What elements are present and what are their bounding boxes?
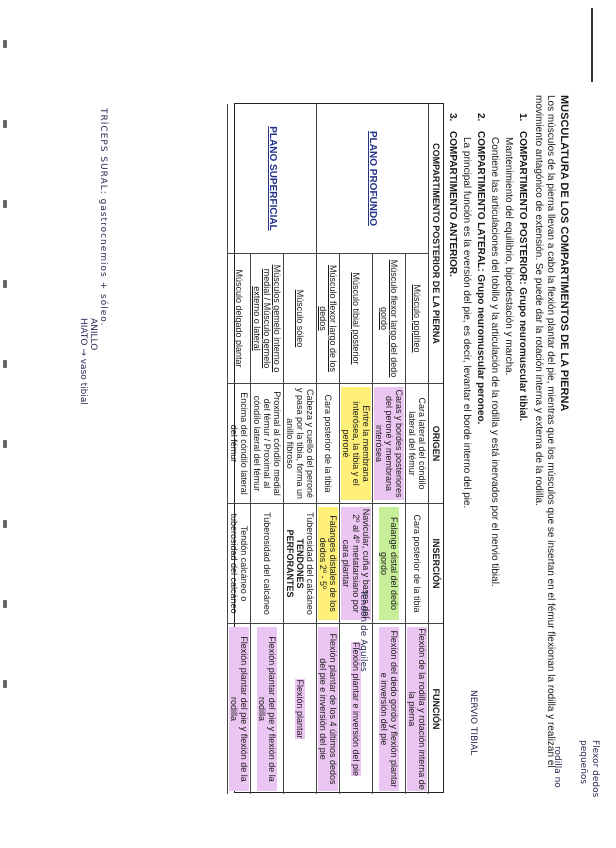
- section-1-line-2: Contiene las articulaciones del tobillo y la articulación de la rodilla y está inervados por el nervio tibial.: [489, 137, 500, 587]
- note-tendon-aquiles: Tendón de Aquiles: [358, 590, 368, 672]
- note-hiato: HIATO → vaso tibial: [78, 318, 88, 405]
- binder-hole-marks: [2, 40, 10, 700]
- table-row-function: Flexión de la rodilla y rotación interna de la pierna: [405, 624, 428, 794]
- table-row-function: Flexión plantar del pie y flexión de la rodilla: [227, 624, 250, 794]
- table-row-origin: Caras y bordes posteriores del peroné y membrana interósea: [372, 384, 405, 504]
- table-row-muscle: Músculo sóleo: [283, 254, 316, 384]
- section-2-line-1: La principal función es la eversión del pie, es decir, levantar el borde interno del pie.: [461, 137, 472, 509]
- note-flexor-dedos-1: Flexor dedos: [590, 740, 600, 798]
- table-row-insertion: Falanges distales de los dedos 2º - 5º: [316, 504, 339, 624]
- table-row-origin: Entre la membrana interósea, la tibia y el peroné: [339, 384, 372, 504]
- table-row-origin: Cara posterior de la tibia: [316, 384, 339, 504]
- table-header-compartment: COMPARTIMENTO POSTERIOR DE LA PIERNA: [428, 104, 443, 384]
- note-nervio-tibial: NERVIO TIBIAL: [468, 690, 478, 756]
- table-row-insertion: Cara posterior de la tibia: [405, 504, 428, 624]
- table-row-muscle: Músculo flexor largo de los dedos: [316, 254, 339, 384]
- table-row-function: Flexión plantar: [283, 624, 316, 794]
- section-2-heading: 2.COMPARTIMENTO LATERAL: Grupo neuromuscular peroneo.: [475, 113, 486, 425]
- section-3-heading: 3.COMPARTIMENTO ANTERIOR.: [447, 113, 458, 277]
- table-row-function: Flexión del dedo gordo y flexión plantar e inversión del pie: [372, 624, 405, 794]
- muscle-table: [229, 103, 444, 793]
- rotated-document-page: [86, 55, 596, 845]
- table-header-function: FUNCIÓN: [428, 624, 443, 794]
- table-row-origin: Cabeza y cuello del peroné y pasa por la tibia, forma un anillo fibroso: [283, 384, 316, 504]
- table-row-function: Flexión plantar del pie y flexión de la rodilla: [250, 624, 283, 794]
- group-deep-plane: PLANO PROFUNDO: [316, 104, 428, 254]
- table-row-function: Flexión plantar de los 4 últimos dedos del pie e inversión del pie: [316, 624, 339, 794]
- table-header-insertion: INSERCIÓN: [428, 504, 443, 624]
- note-flexor-dedos-2: pequeños: [578, 740, 588, 785]
- table-row-muscle: Músculo delgado plantar: [227, 254, 250, 384]
- table-row-insertion: Tuberosidad del calcáneo: [250, 504, 283, 624]
- group-superficial-plane: PLANO SUPERFICIAL: [227, 104, 316, 254]
- table-row-muscle: Músculo flexor largo del dedo gordo: [372, 254, 405, 384]
- table-row-origin: Cara lateral del cóndilo lateral del fémur: [405, 384, 428, 504]
- document-title: MUSCULATURA DE LOS COMPARTIMENTOS DE LA PIERNA: [558, 95, 570, 412]
- note-anillo: ANILLO: [88, 318, 98, 351]
- table-row-function: Flexión plantar e inversión del pie: [339, 624, 372, 794]
- note-triceps-sural: TRÍCEPS SURAL: gastrocnemios + sóleo.: [98, 108, 108, 327]
- note-rodilla: rodilla no: [552, 746, 562, 788]
- table-row-origin: Encima del cóndilo lateral del fémur: [227, 384, 250, 504]
- section-1-heading: 1.COMPARTIMENTO POSTERIOR: Grupo neuromuscular tibial.: [517, 113, 528, 422]
- table-row-insertion: Navicular, cuña y bases del 2º al 4º metatarsiano por cara plantar: [339, 504, 372, 624]
- table-row-muscle: Músculo poplíteo: [405, 254, 428, 384]
- table-row-insertion: Tuberosidad del calcáneo TENDONES PERFORANTES: [283, 504, 316, 624]
- table-row-insertion: Tendón calcáneo o tuberosidad del calcáneo: [227, 504, 250, 624]
- table-row-muscle: Músculos gemelo interno o medial / Músculo gemelo externo o lateral: [250, 254, 283, 384]
- section-1-line-1: Mantenimiento del equilibrio, bipedestación y marcha.: [503, 137, 514, 376]
- table-row-origin: Proximal al cóndilo medial del fémur / Proximal al cóndilo lateral del fémur: [250, 384, 283, 504]
- table-row-muscle: Músculo tibial posterior: [339, 254, 372, 384]
- table-row-insertion: Falange distal del dedo gordo: [372, 504, 405, 624]
- table-header-origin: ORIGEN: [428, 384, 443, 504]
- intro-text-line-1: Los músculos de la pierna llevan a cabo la flexión plantar del pie, mientras que los músculos que se insertan en el fémur flexionan la rodilla y realizan el: [545, 95, 556, 768]
- intro-text-line-2: movimiento antagónico de extensión. Se puede dar la rotación interna y externa de la rodilla.: [533, 95, 544, 506]
